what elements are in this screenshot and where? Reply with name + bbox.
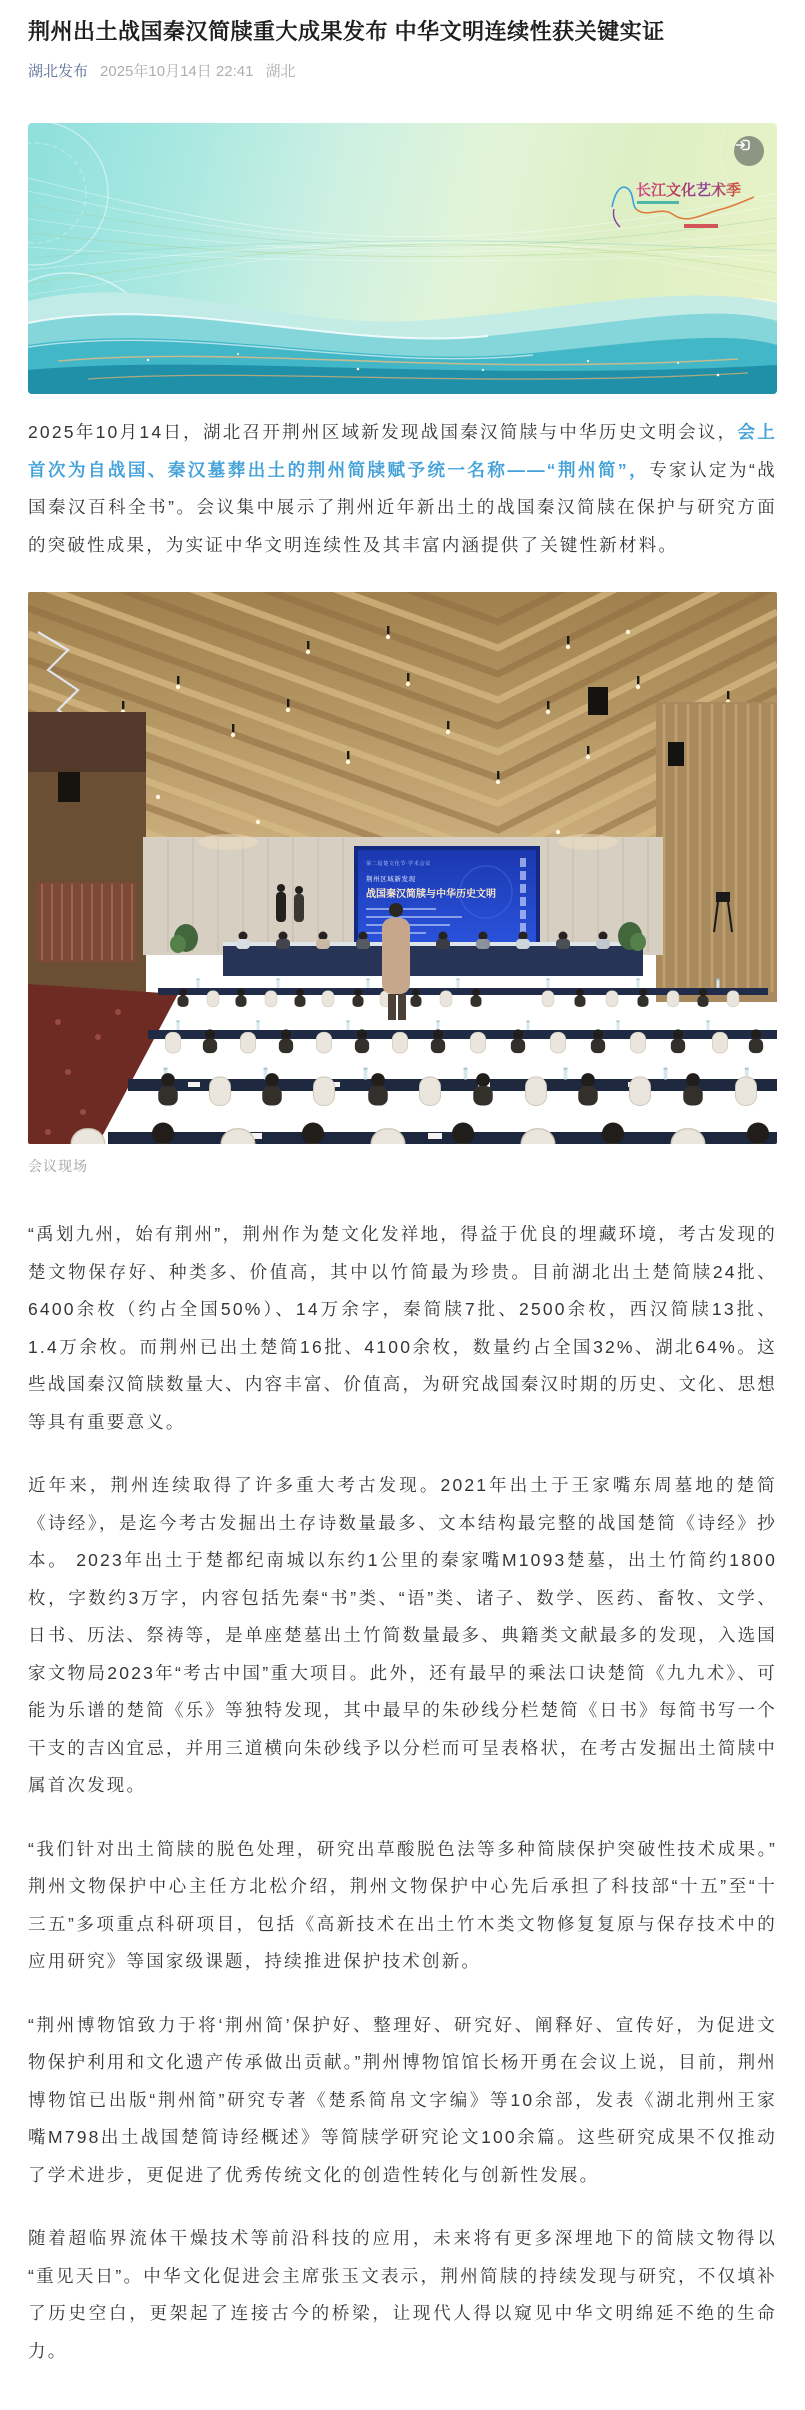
photo-caption: 会议现场 bbox=[28, 1158, 88, 1175]
byline-datetime: 2025年10月14日 22:41 bbox=[100, 63, 254, 81]
paragraph-1 bbox=[28, 414, 777, 564]
article-body bbox=[28, 414, 777, 2370]
screen-title: 战国秦汉简牍与中华历史文明 bbox=[366, 889, 496, 901]
left-wall bbox=[28, 712, 146, 1002]
p1-lead: 2025年10月14日，湖北召开荆州区域新发现战国秦汉简牍与中华历史文明会议， bbox=[28, 422, 738, 443]
banner-image[interactable] bbox=[28, 123, 777, 394]
paragraph-5: “荆州博物馆致力于将‘荆州简’保护好、整理好、研究好、阐释好、宣传好，为促进文物保护利用和文化遗产传承做出贡献。”荆州博物馆馆长杨开勇在会议上说，目前，荆州博物馆已出版“荆州简”研究专著《楚系简帛文字编》等10余部，发表《湖北荆州王家嘴M798出土战国楚简诗经概述》等简牍学研究论文100余篇。这些研究成果不仅推动了学术进步，更促进了优秀传统文化的创造性转化与创新性发展。 bbox=[28, 2014, 777, 2185]
paragraph-4: “我们针对出土简牍的脱色处理，研究出草酸脱色法等多种简牍保护突破性技术成果。”荆州文物保护中心主任方北松介绍，荆州文物保护中心先后承担了科技部“十五”至“十三五”多项重点科研项目，包括《高新技术在出土竹木类文物修复复原与保存技术中的应用研究》等国家级课题，持续推进保护技术创新。 bbox=[28, 1838, 777, 1972]
screen-tag: 第二届楚文化节·学术会议 bbox=[366, 861, 431, 868]
paragraph-6: 随着超临界流体干燥技术等前沿科技的应用，未来将有更多深埋地下的简牍文物得以“重见天日”。中华文化促进会主席张玉文表示，荆州简牍的持续发现与研究，不仅填补了历史空白，更架起了连接古今的桥梁，让现代人得以窥见中华文明绵延不绝的生命力。 bbox=[28, 2228, 777, 2361]
conference-photo[interactable] bbox=[28, 592, 777, 1176]
carpet bbox=[28, 984, 178, 1144]
paragraph-2: “禹划九州，始有荆州”，荆州作为楚文化发祥地，得益于优良的埋藏环境，考古发现的楚文物保存好、种类多、价值高，其中以竹简最为珍贵。目前湖北出土楚简牍24批、6400余枚（约占全国50%）、14万余字，秦简牍7批、2500余枚，西汉简牍13批、1.4万余枚。而荆州已出土楚简16批、4100余枚，数量约占全国32%、湖北64%。这些战国秦汉简牍数量大、内容丰富、价值高，为研究战国秦汉时期的历史、文化、思想等具有重要意义。 bbox=[28, 1224, 777, 1432]
byline-account-link[interactable]: 湖北发布 bbox=[28, 63, 89, 81]
p1-highlight: 会上首次为自战国、秦汉墓葬出土的荆州简牍赋予统一名称——“荆州简”， bbox=[28, 422, 777, 480]
p1-rest: 专家认定为“战国秦汉百科全书”。会议集中展示了荆州近年新出土的战国秦汉简牍在保护与研究方面的突破性成果，为实证中华文明连续性及其丰富内涵提供了关键性新材料。 bbox=[28, 459, 777, 555]
page-title: 荆州出土战国秦汉简牍重大成果发布 中华文明连续性获关键实证 bbox=[28, 19, 665, 44]
screen-subtitle: 荆州区域新发现 bbox=[366, 876, 416, 884]
byline bbox=[28, 60, 777, 81]
audience bbox=[71, 989, 773, 1145]
banner-logo-title: 长江文化艺术季 bbox=[636, 183, 742, 200]
wave-band bbox=[28, 292, 777, 394]
paragraph-3: 近年来，荆州连续取得了许多重大考古发现。2021年出土于王家嘴东周墓地的楚简《诗经》，是迄今考古发掘出土存诗数量最多、文本结构最完整的战国楚简《诗经》抄本。 2023年出土于楚都纪南城以东约1公里的秦家嘴M1093楚墓，出土竹简约1800枚，字数约3万字，内容包括先秦“书”类、“语”类、诸子、数学、医药、畜牧、文学、日书、历法、祭祷等，是单座楚墓出土竹简数量最多、典籍类文献最多的发现，入选国家文物局2023年“考古中国”重大项目。此外，还有最早的乘法口诀楚简《九九术》、可能为乐谱的楚简《乐》等独特发现，其中最早的朱砂线分栏楚简《日书》每简书写一个干支的吉凶宜忌，并用三道横向朱砂线予以分栏而可呈表格状，在考古发掘出土简牍中属首次发现。 bbox=[28, 1475, 777, 1796]
byline-region: 湖北 bbox=[265, 63, 296, 81]
banner-art bbox=[28, 123, 777, 394]
